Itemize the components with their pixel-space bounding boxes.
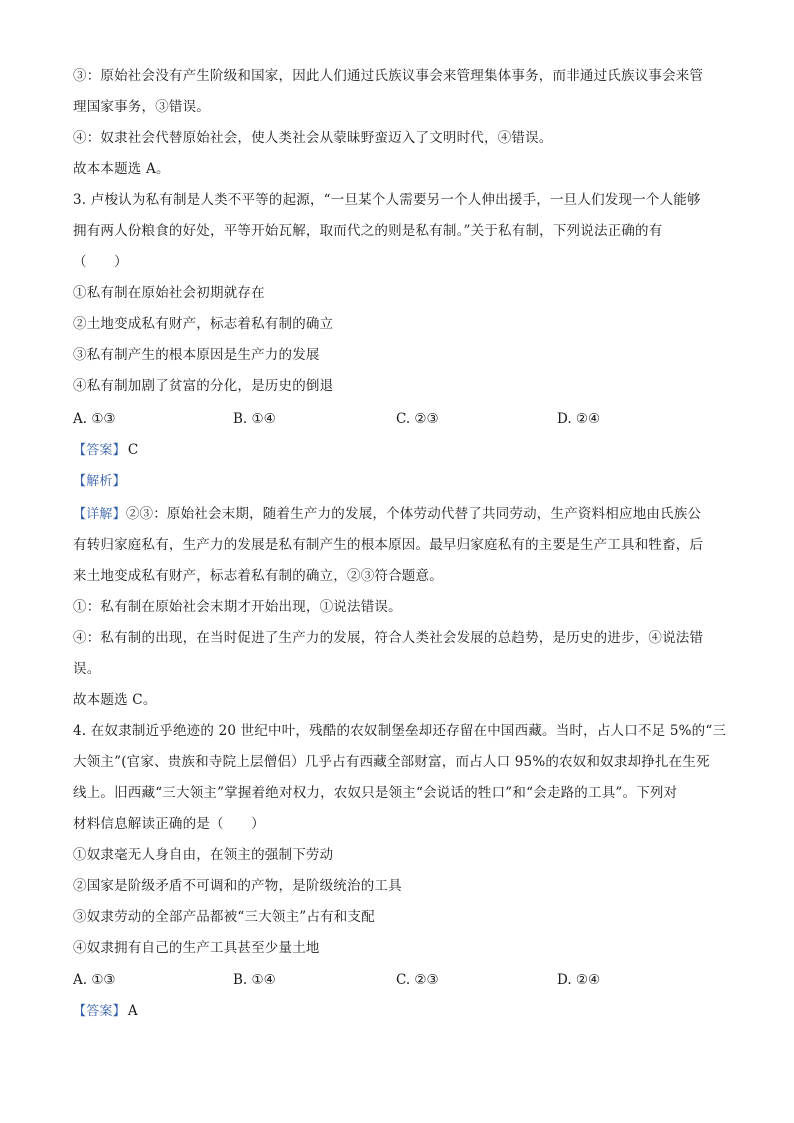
question-3-stem: 拥有两人份粮食的好处，平等开始瓦解，取而代之的则是私有制。”关于私有制，下列说法正确的有: [73, 223, 663, 239]
question-4-option-d: D. ②④: [557, 972, 601, 988]
question-4-statement: ④奴隶拥有自己的生产工具甚至少量土地: [73, 940, 320, 956]
question-3-detail-line: 有转归家庭私有，生产力的发展是私有制产生的根本原因。最早归家庭私有的主要是生产工具和牲畜，后: [73, 537, 704, 553]
detail-tag: 【详解】: [73, 507, 126, 522]
question-3-detail-line: ④：私有制的出现，在当时促进了生产力的发展，符合人类社会发展的总趋势，是历史的进步，④说法错: [73, 630, 704, 646]
question-3-option-b: B. ①④: [233, 411, 276, 427]
question-4-option-c: C. ②③: [396, 972, 439, 988]
answer-value: C: [127, 442, 139, 458]
question-3-detail-line: 来土地变成私有财产，标志着私有制的确立，②③符合题意。: [73, 568, 443, 584]
question-4-stem: 4. 在奴隶制近乎绝迹的 20 世纪中叶，残酷的农奴制堡垒却还存留在中国西藏。当时，占人口不足 5%的“三: [73, 723, 727, 739]
question-3-statement: ②土地变成私有财产，标志着私有制的确立: [73, 316, 334, 332]
question-3-detail-line: 误。: [73, 661, 101, 677]
detail-text: ②③：原始社会末期，随着生产力的发展，个体劳动代替了共同劳动，生产资料相应地由氏族公: [125, 506, 702, 522]
question-4-stem: 线上。旧西藏“三大领主”掌握着绝对权力，农奴只是领主“会说话的牲口”和“会走路的工具”。下列对: [73, 785, 678, 801]
question-3-detail-line: ①：私有制在原始社会末期才开始出现，①说法错误。: [73, 599, 402, 615]
question-4-stem: 材料信息解读正确的是（ ）: [73, 816, 265, 832]
text-line: 理国家事务，③错误。: [73, 99, 210, 115]
question-3-detail: [73, 505, 733, 524]
question-4-statement: ②国家是阶级矛盾不可调和的产物，是阶级统治的工具: [73, 878, 402, 894]
text-line: ③：原始社会没有产生阶级和国家，因此人们通过氏族议事会来管理集体事务，而非通过氏族议事会来管: [73, 68, 704, 84]
question-3-statement: ④私有制加剧了贫富的分化，是历史的倒退: [73, 378, 334, 394]
question-4-option-a: A. ①③: [73, 972, 116, 988]
question-3-option-d: D. ②④: [557, 411, 601, 427]
question-4-statement: ①奴隶毫无人身自由，在领主的强制下劳动: [73, 847, 334, 863]
question-3-statement: ③私有制产生的根本原因是生产力的发展: [73, 347, 320, 363]
question-3-conclusion: 故本题选 C。: [73, 692, 157, 708]
question-3-option-a: A. ①③: [73, 411, 116, 427]
question-3-stem: 3. 卢梭认为私有制是人类不平等的起源，“一旦某个人需要另一个人伸出援手，一旦人们发现一个人能够: [73, 192, 701, 208]
question-4-stem: 大领主”(官家、贵族和寺院上层僧侣）几乎占有西藏全部财富，而占人口 95%的农奴和奴隶却挣扎在生死: [73, 754, 710, 770]
text-line: 故本本题选 A。: [73, 161, 170, 177]
question-3-blank: （ ）: [73, 254, 128, 270]
question-4-option-b: B. ①④: [233, 972, 276, 988]
question-4-answer: [73, 1002, 733, 1021]
text-line: ④：奴隶社会代替原始社会，使人类社会从蒙昧野蛮迈入了文明时代，④错误。: [73, 130, 553, 146]
question-4-statement: ③奴隶劳动的全部产品都被“三大领主”占有和支配: [73, 909, 375, 925]
question-3-answer: [73, 441, 733, 460]
question-3-analysis: [73, 472, 733, 491]
analysis-tag: 【解析】: [73, 474, 126, 489]
question-3-option-c: C. ②③: [396, 411, 439, 427]
answer-value: A: [127, 1003, 138, 1019]
question-3-statement: ①私有制在原始社会初期就存在: [73, 285, 265, 301]
answer-tag: 【答案】: [73, 443, 126, 458]
answer-tag: 【答案】: [73, 1004, 126, 1019]
